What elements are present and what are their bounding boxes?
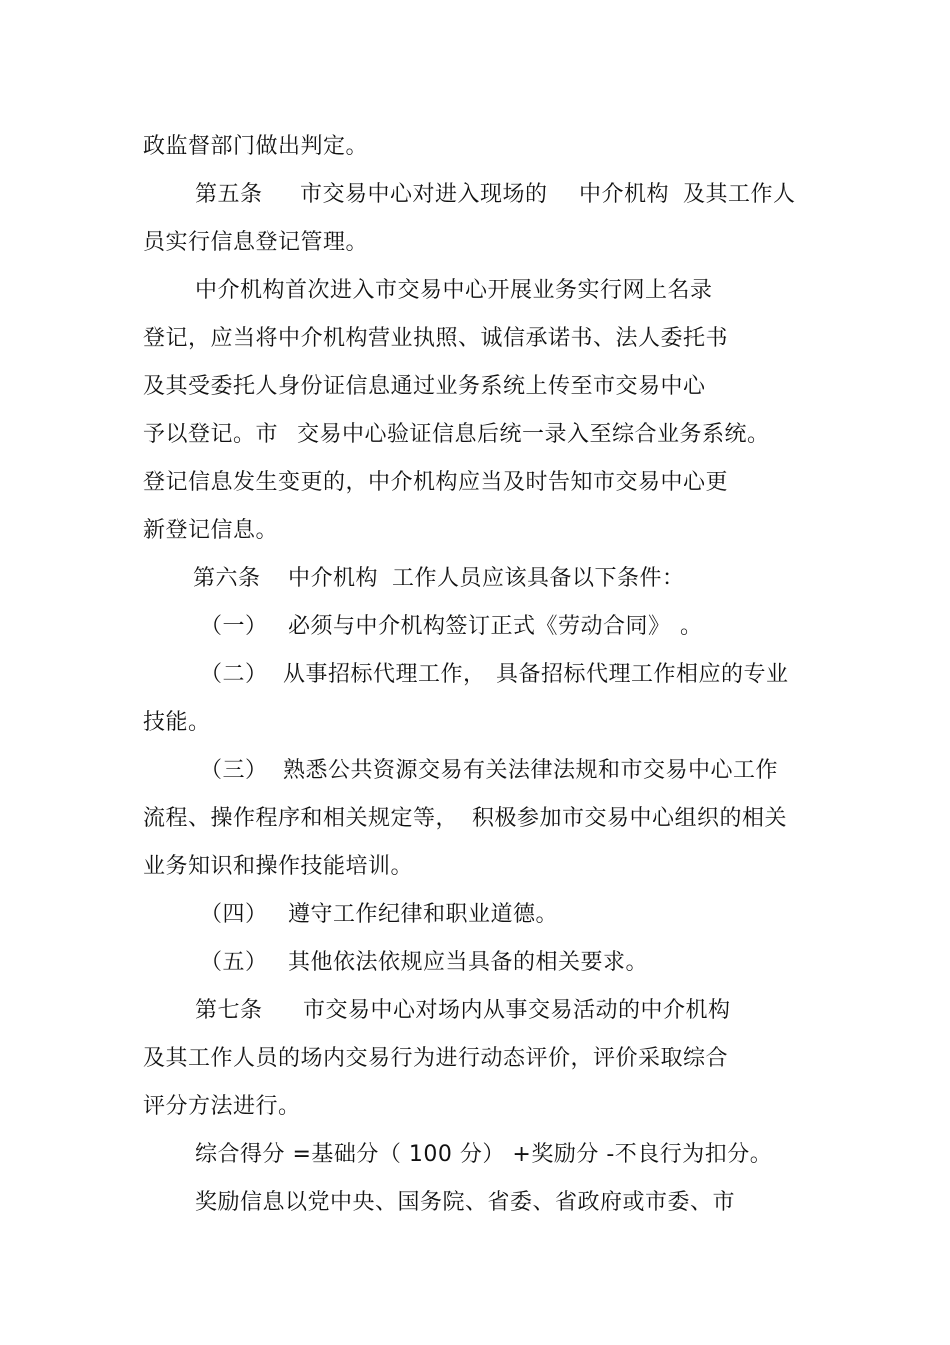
item-number: （四）: [200, 902, 268, 927]
line-text: 评分方法进行。: [143, 1094, 301, 1119]
line-text: 及其受委托人身份证信息通过业务系统上传至市交易中心: [143, 374, 706, 399]
item-number: （五）: [200, 950, 268, 975]
line-text: 予以登记。市: [143, 422, 279, 447]
line-text: 流程、操作程序和相关规定等，: [143, 806, 459, 831]
line-text: 及其工作人: [683, 182, 796, 207]
line-text: 积极参加市交易中心组织的相关: [472, 806, 788, 831]
line-text: 必须与中介机构签订正式《劳动合同》: [288, 614, 671, 639]
line-text: 奖励信息以党中央、国务院、省委、省政府或市委、市: [195, 1190, 736, 1215]
line-text: 熟悉公共资源交易有关法律法规和市交易中心工作: [283, 758, 779, 783]
line-text: 其他依法依规应当具备的相关要求。: [288, 950, 649, 975]
line-text: 登记，应当将中介机构营业执照、诚信承诺书、法人委托书: [143, 326, 729, 351]
line-text: 业务知识和操作技能培训。: [143, 854, 414, 879]
article-number: 第五条: [195, 182, 263, 207]
line-text: 员实行信息登记管理。: [143, 230, 369, 255]
article-number: 第六条: [193, 566, 261, 591]
line-text: 从事招标代理工作，: [283, 662, 486, 687]
line-text: 遵守工作纪律和职业道德。: [288, 902, 559, 927]
line-text: 中介机构首次进入市交易中心开展业务实行网上名录: [195, 278, 713, 303]
article-number: 第七条: [195, 998, 263, 1023]
line-text: 综合得分 =基础分（ 100 分） +奖励分 -不良行为扣分。: [195, 1142, 773, 1167]
line-text: 及其工作人员的场内交易行为进行动态评价，评价采取综合: [143, 1046, 729, 1071]
line-text: 工作人员应该具备以下条件：: [392, 566, 685, 591]
item-number: （一）: [200, 614, 268, 639]
line-text: 市交易中心对进入现场的: [300, 182, 548, 207]
item-number: （二）: [200, 662, 268, 687]
line-text: 具备招标代理工作相应的专业: [496, 662, 789, 687]
line-text: 新登记信息。: [143, 518, 279, 543]
line-text: 市交易中心对场内从事交易活动的中介机构: [303, 998, 731, 1023]
line-text: 中介机构: [288, 566, 379, 591]
line-text: 登记信息发生变更的，中介机构应当及时告知市交易中心更: [143, 470, 729, 495]
line-text: 交易中心验证信息后统一录入至综合业务系统。: [297, 422, 770, 447]
line-text: 技能。: [143, 710, 211, 735]
line-text: 。: [680, 614, 703, 639]
line-text: 政监督部门做出判定。: [143, 134, 369, 159]
item-number: （三）: [200, 758, 268, 783]
line-text: 中介机构: [579, 182, 670, 207]
